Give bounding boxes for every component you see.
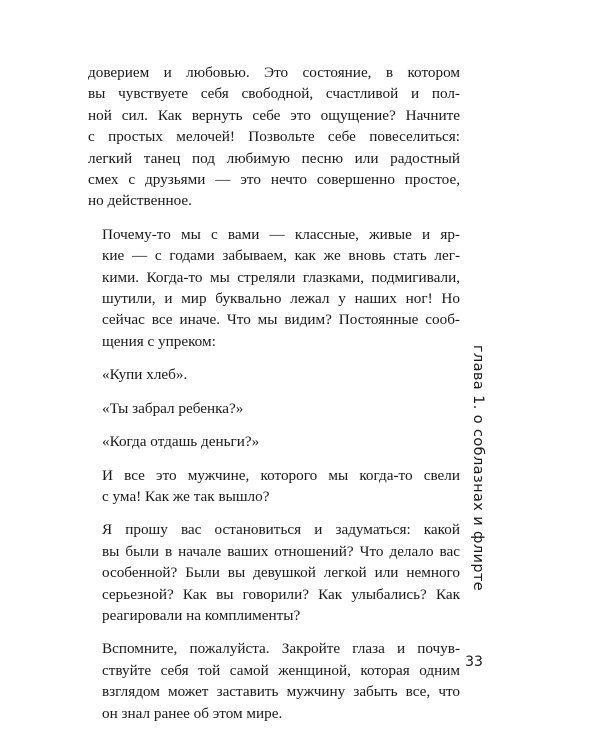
text-line: Вспомните, пожалуйста. Закройте глаза и почув-: [102, 640, 460, 658]
chapter-title: глава 1. о соблазнах и флирте: [470, 344, 486, 592]
text-line: вы чувствуете себя свободной, счастливой и пол-: [88, 85, 460, 103]
text-line: щения с упреком:: [102, 332, 216, 350]
quote-2: [88, 398, 460, 419]
body-text: [88, 62, 460, 724]
text-line: Я прошу вас остановиться и задуматься: какой: [102, 521, 460, 539]
text-line: кими. Когда-то мы стреляли глазками, подмигивали,: [102, 268, 460, 286]
quote-line: «Когда отдашь деньги?»: [102, 433, 260, 451]
paragraph-3: [88, 465, 460, 508]
text-line: шутили, и мир буквально лежал у наших ног! Но: [102, 290, 460, 308]
text-line: легкий танец под любимую песню или радостный: [88, 149, 460, 167]
paragraph-1: [88, 62, 460, 212]
paragraph-5: [88, 638, 460, 724]
text-line: кие — с годами забываем, как же вновь стать лег-: [102, 247, 460, 265]
quote-line: «Ты забрал ребенка?»: [102, 399, 244, 417]
page-number: 33: [465, 654, 483, 670]
text-line: ной сил. Как вернуть себе это ощущение? Начните: [88, 106, 460, 124]
quote-line: «Купи хлеб».: [102, 366, 188, 384]
text-line: с простых мелочей! Позвольте себе повеселиться:: [88, 128, 460, 146]
text-line: с ума! Как же так вышло?: [102, 487, 270, 505]
text-line: он знал ранее об этом мире.: [102, 704, 283, 722]
text-line: серьезной? Как вы говорили? Как улыбались? Как: [102, 585, 460, 603]
text-line: доверием и любовью. Это состояние, в котором: [88, 64, 460, 81]
text-line: ствуйте себя той самой женщиной, которая одним: [102, 661, 460, 679]
text-line: реагировали на комплименты?: [102, 606, 301, 624]
text-line: взглядом может заставить мужчину забыть все, что: [102, 683, 460, 701]
text-line: но действенное.: [88, 192, 192, 210]
paragraph-4: [88, 519, 460, 626]
text-line: вы были в начале ваших отношений? Что делало вас: [102, 542, 460, 560]
quote-3: [88, 431, 460, 452]
text-line: сейчас все иначе. Что мы видим? Постоянные сооб-: [102, 311, 460, 329]
text-line: особенной? Были вы девушкой легкой или немного: [102, 564, 460, 582]
text-line: смех с друзьями — это нечто совершенно простое,: [88, 171, 460, 189]
quote-1: [88, 364, 460, 385]
paragraph-2: [88, 224, 460, 352]
text-line: Почему-то мы с вами — классные, живые и яр-: [102, 225, 460, 243]
text-line: И все это мужчине, которого мы когда-то свели: [102, 466, 460, 484]
